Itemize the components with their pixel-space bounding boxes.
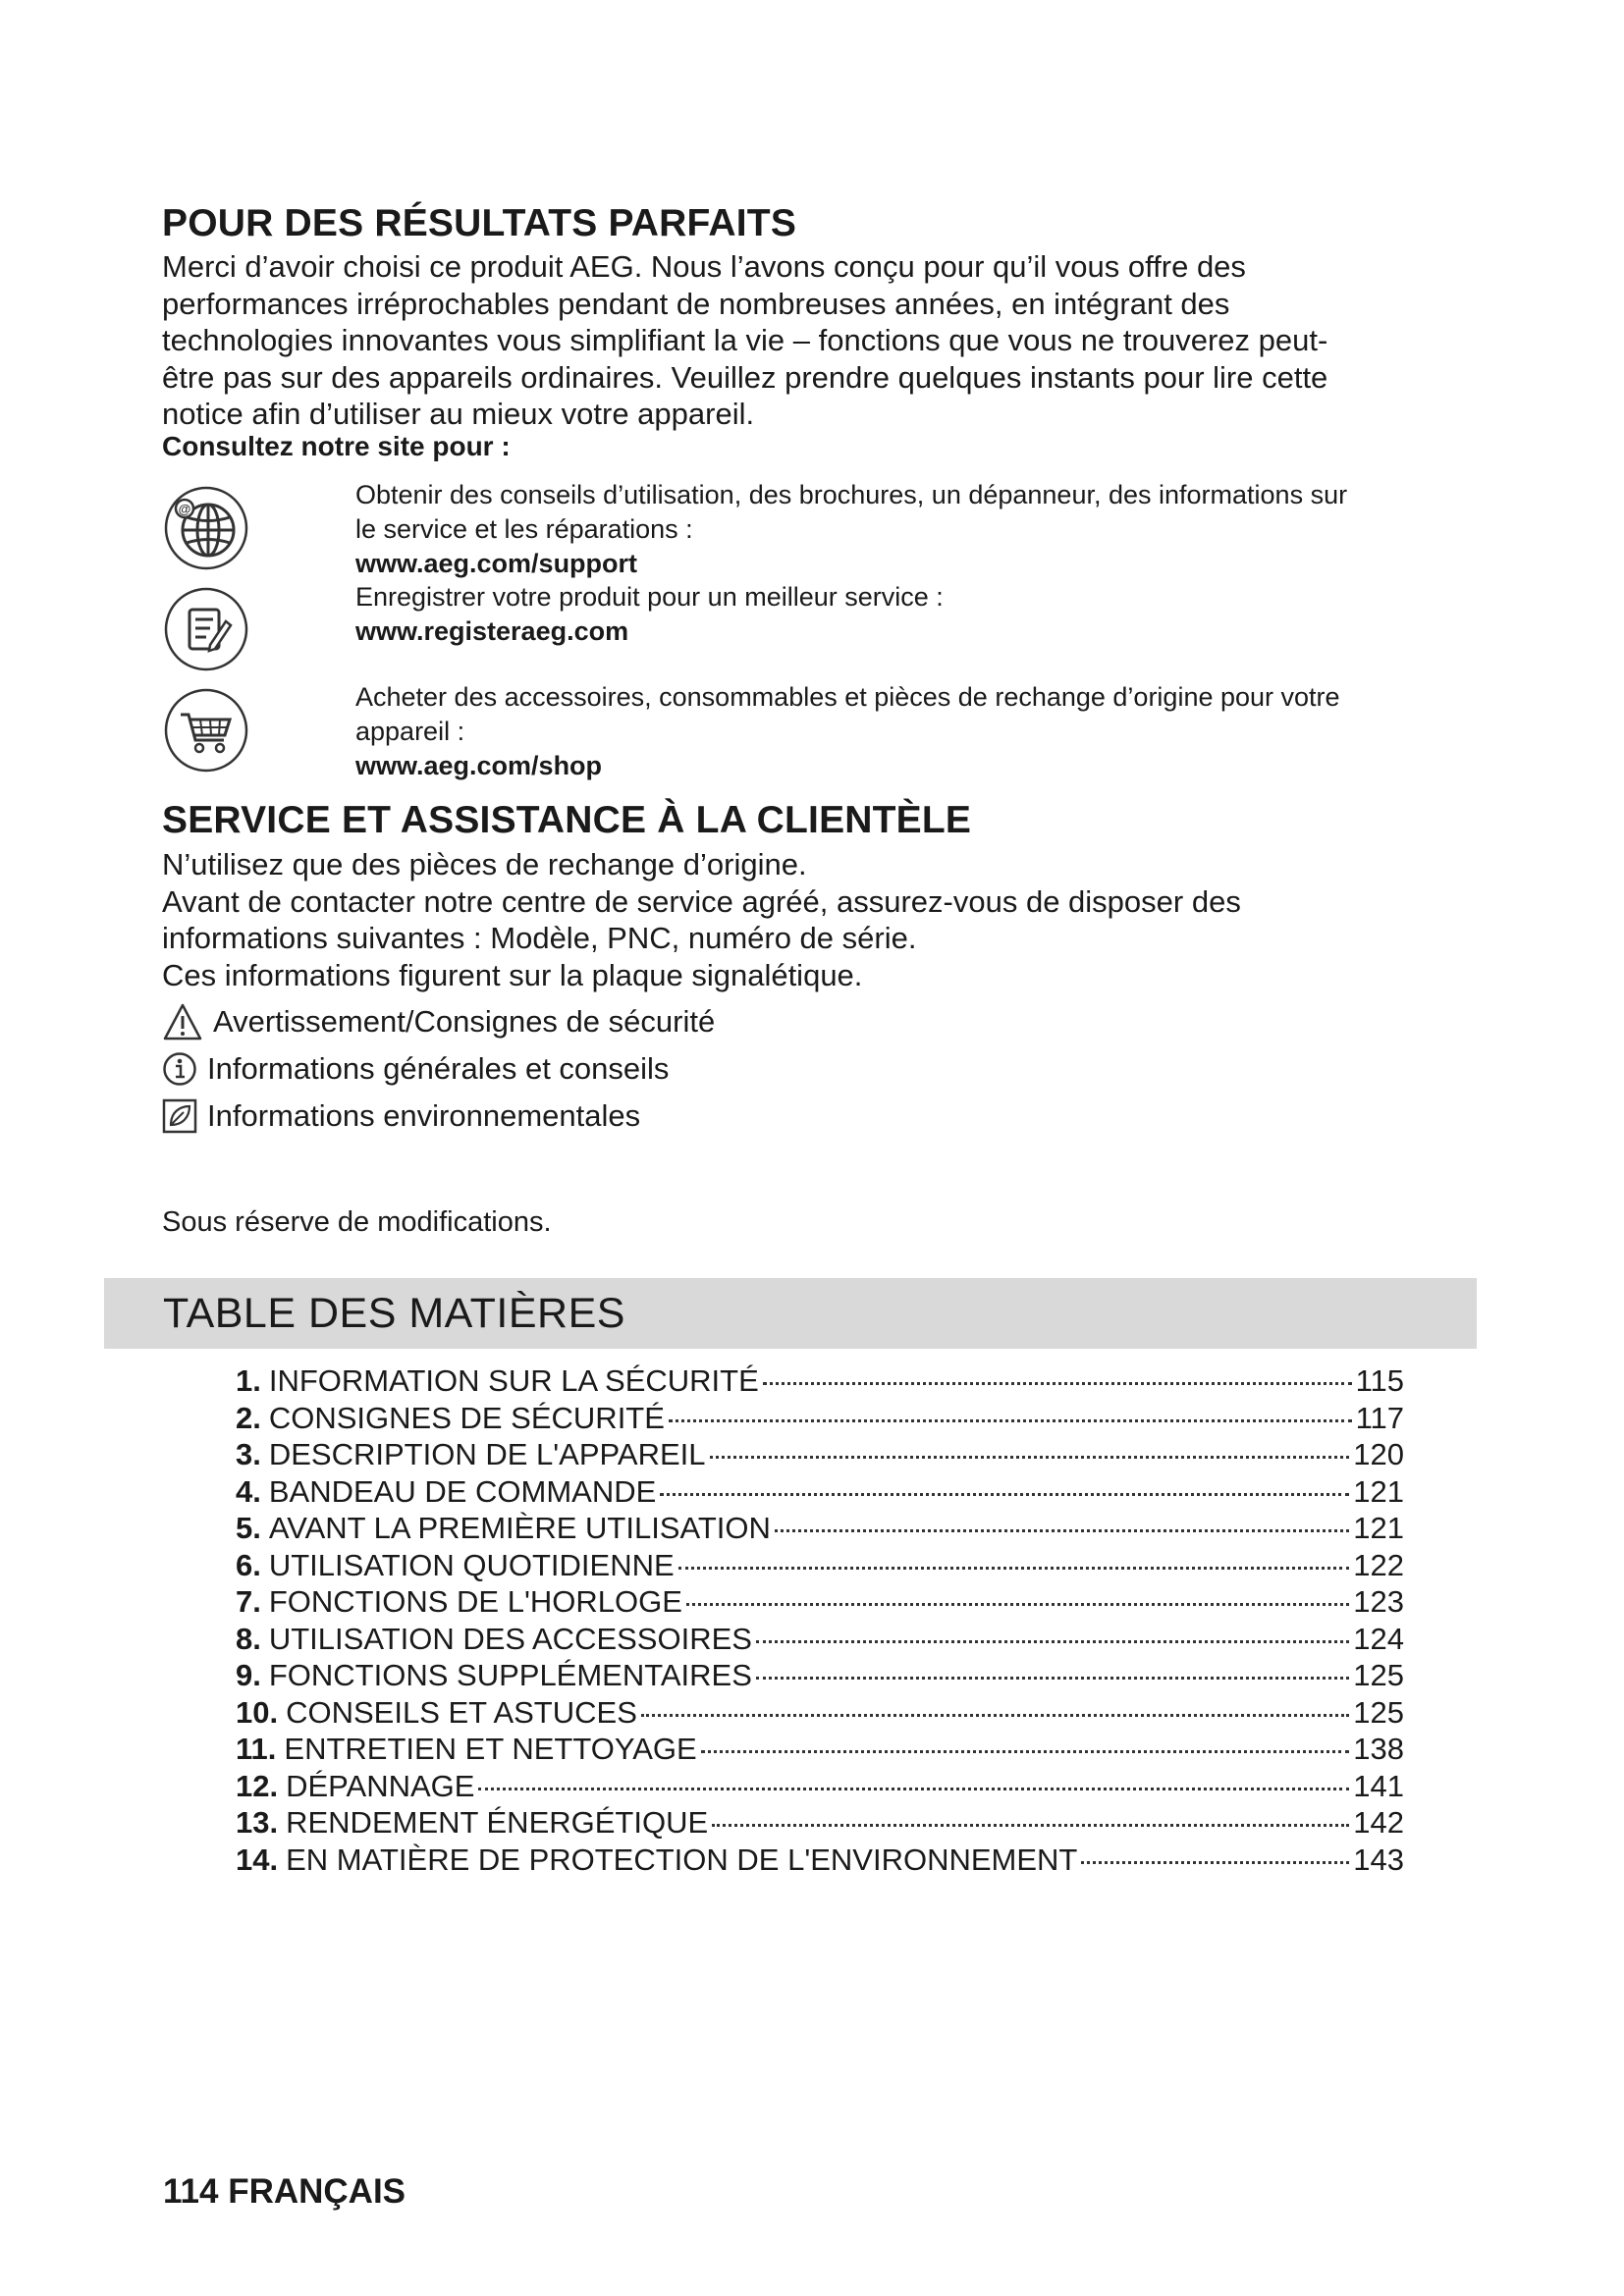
- toc-number: 2.: [236, 1400, 261, 1435]
- toc-number: 5.: [236, 1511, 261, 1545]
- toc-number: 1.: [236, 1363, 261, 1398]
- shopping-cart-icon: [163, 687, 249, 774]
- toc-label: DESCRIPTION DE L'APPAREIL: [268, 1437, 706, 1471]
- toc-leader-dots: [756, 1640, 1349, 1643]
- toc-label: BANDEAU DE COMMANDE: [268, 1473, 657, 1509]
- toc-entry[interactable]: [236, 1474, 1404, 1512]
- toc-number: 13.: [236, 1805, 279, 1840]
- shop-link[interactable]: www.aeg.com/shop: [355, 751, 603, 780]
- toc-label: CONSEILS ET ASTUCES: [286, 1694, 637, 1730]
- toc-entry[interactable]: [236, 1437, 1404, 1474]
- toc-header-bar: [104, 1278, 1477, 1349]
- service-line: Avant de contacter notre centre de service agréé, assurez-vous de disposer des: [162, 883, 1241, 919]
- web-item-shop: [355, 680, 1465, 783]
- toc-number: 4.: [236, 1473, 261, 1509]
- web-item-support: [355, 478, 1465, 581]
- toc-label: ENTRETIEN ET NETTOYAGE: [284, 1732, 697, 1766]
- toc-label: CONSIGNES DE SÉCURITÉ: [268, 1400, 665, 1435]
- toc-leader-dots: [710, 1456, 1350, 1459]
- toc-label: FONCTIONS DE L'HORLOGE: [268, 1584, 682, 1619]
- toc-leader-dots: [756, 1677, 1349, 1680]
- toc-leader-dots: [712, 1824, 1349, 1827]
- register-link[interactable]: www.registeraeg.com: [355, 616, 629, 646]
- toc-page-number: 121: [1353, 1511, 1404, 1545]
- toc-entry[interactable]: [236, 1842, 1404, 1880]
- support-link[interactable]: www.aeg.com/support: [355, 549, 638, 578]
- toc-page-number: 123: [1353, 1584, 1404, 1619]
- toc-list: [236, 1363, 1404, 1879]
- svg-text:@: @: [178, 502, 191, 516]
- service-paragraph: [162, 846, 1468, 993]
- leaf-environment-icon: [162, 1098, 197, 1134]
- toc-entry[interactable]: [236, 1695, 1404, 1733]
- globe-icon: [163, 485, 249, 571]
- web-item-desc: Acheter des accessoires, consommables et pièces de rechange d’origine pour votre: [355, 682, 1340, 712]
- toc-entry[interactable]: [236, 1363, 1404, 1401]
- toc-number: 3.: [236, 1437, 261, 1471]
- toc-page-number: 117: [1355, 1400, 1404, 1435]
- toc-number: 14.: [236, 1842, 279, 1877]
- toc-entry[interactable]: [236, 1769, 1404, 1806]
- toc-entry[interactable]: [236, 1548, 1404, 1585]
- toc-number: 8.: [236, 1621, 261, 1656]
- toc-number: 11.: [236, 1732, 277, 1766]
- toc-leader-dots: [641, 1714, 1349, 1717]
- toc-entry[interactable]: [236, 1732, 1404, 1769]
- toc-label: UTILISATION DES ACCESSOIRES: [268, 1621, 752, 1656]
- toc-entry[interactable]: [236, 1622, 1404, 1659]
- toc-page-number: 121: [1353, 1473, 1404, 1509]
- toc-entry[interactable]: [236, 1805, 1404, 1842]
- toc-leader-dots: [678, 1567, 1350, 1570]
- toc-entry[interactable]: [236, 1658, 1404, 1695]
- toc-leader-dots: [478, 1788, 1349, 1790]
- toc-entry[interactable]: [236, 1401, 1404, 1438]
- toc-leader-dots: [686, 1603, 1349, 1606]
- section-title-results: POUR DES RÉSULTATS PARFAITS: [162, 202, 797, 244]
- legend-label: Informations environnementales: [207, 1098, 641, 1133]
- legend-label: Avertissement/Consignes de sécurité: [213, 1004, 716, 1039]
- warning-triangle-icon: [162, 1002, 203, 1041]
- toc-leader-dots: [763, 1382, 1352, 1385]
- toc-label: FONCTIONS SUPPLÉMENTAIRES: [268, 1658, 752, 1692]
- web-item-desc: Obtenir des conseils d’utilisation, des brochures, un dépanneur, des informations sur: [355, 480, 1348, 509]
- intro-line: technologies innovantes vous simplifiant la vie – fonctions que vous ne trouverez peut-: [162, 323, 1328, 357]
- web-item-desc: Enregistrer votre produit pour un meilleur service :: [355, 582, 944, 612]
- toc-leader-dots: [701, 1750, 1350, 1753]
- toc-page-number: 120: [1353, 1437, 1404, 1471]
- toc-label: UTILISATION QUOTIDIENNE: [268, 1547, 675, 1582]
- toc-number: 6.: [236, 1547, 261, 1582]
- toc-label: AVANT LA PREMIÈRE UTILISATION: [268, 1511, 771, 1545]
- toc-label: INFORMATION SUR LA SÉCURITÉ: [268, 1363, 759, 1398]
- toc-page-number: 125: [1353, 1658, 1404, 1692]
- toc-entry[interactable]: [236, 1511, 1404, 1548]
- consult-label: Consultez notre site pour :: [162, 431, 511, 461]
- toc-leader-dots: [1081, 1861, 1349, 1864]
- toc-page-number: 141: [1353, 1768, 1404, 1803]
- toc-title: TABLE DES MATIÈRES: [163, 1290, 625, 1337]
- intro-line: notice afin d’utiliser au mieux votre appareil.: [162, 397, 755, 431]
- info-circle-icon: [162, 1051, 197, 1087]
- intro-line: être pas sur des appareils ordinaires. Veuillez prendre quelques instants pour lire cette: [162, 359, 1328, 395]
- toc-entry[interactable]: [236, 1584, 1404, 1622]
- register-form-icon: [163, 586, 249, 672]
- toc-leader-dots: [660, 1493, 1349, 1496]
- toc-page-number: 115: [1355, 1363, 1404, 1398]
- intro-line: Merci d’avoir choisi ce produit AEG. Nous l’avons conçu pour qu’il vous offre des: [162, 249, 1246, 284]
- toc-label: RENDEMENT ÉNERGÉTIQUE: [286, 1805, 709, 1840]
- web-item-register: [355, 580, 1465, 649]
- toc-label: EN MATIÈRE DE PROTECTION DE L'ENVIRONNEMENT: [286, 1842, 1078, 1877]
- legend-label: Informations générales et conseils: [207, 1051, 670, 1086]
- toc-page-number: 124: [1353, 1621, 1404, 1656]
- page-footer: 114 FRANÇAIS: [163, 2172, 406, 2211]
- reserve-note: Sous réserve de modifications.: [162, 1206, 552, 1238]
- toc-page-number: 122: [1353, 1547, 1404, 1582]
- legend-environment: [162, 1095, 640, 1138]
- service-line: informations suivantes : Modèle, PNC, numéro de série.: [162, 921, 917, 955]
- web-item-desc: appareil :: [355, 717, 465, 746]
- service-line: Ces informations figurent sur la plaque signalétique.: [162, 957, 863, 992]
- toc-page-number: 142: [1353, 1805, 1404, 1840]
- legend-warning: [162, 1000, 715, 1043]
- toc-page-number: 143: [1353, 1842, 1404, 1877]
- toc-page-number: 125: [1353, 1694, 1404, 1730]
- section-title-service: SERVICE ET ASSISTANCE À LA CLIENTÈLE: [162, 799, 972, 841]
- toc-number: 10.: [236, 1694, 279, 1730]
- intro-paragraph: [162, 248, 1468, 433]
- web-item-desc: le service et les réparations :: [355, 514, 693, 544]
- toc-leader-dots: [669, 1419, 1352, 1422]
- toc-number: 12.: [236, 1768, 279, 1803]
- toc-label: DÉPANNAGE: [286, 1768, 475, 1803]
- service-line: N’utilisez que des pièces de rechange d’origine.: [162, 847, 807, 881]
- intro-line: performances irréprochables pendant de nombreuses années, en intégrant des: [162, 286, 1230, 321]
- legend-info: [162, 1047, 669, 1091]
- toc-page-number: 138: [1353, 1732, 1404, 1766]
- toc-number: 7.: [236, 1584, 261, 1619]
- toc-number: 9.: [236, 1658, 261, 1692]
- toc-leader-dots: [775, 1529, 1349, 1532]
